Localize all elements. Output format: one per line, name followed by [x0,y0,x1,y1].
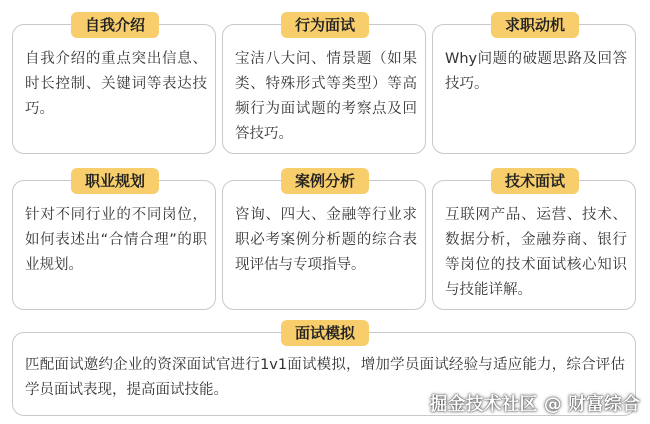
card-title-case: 案例分析 [281,168,369,194]
card-title-behavior: 行为面试 [281,12,369,38]
card-title-technical: 技术面试 [491,168,579,194]
card-body-self-intro: 自我介绍的重点突出信息、时长控制、关键词等表达技巧。 [25,51,207,117]
card-title-motivation: 求职动机 [491,12,579,38]
card-technical [432,172,636,310]
watermark: 掘金技术社区 @ 财富综合 [429,394,640,415]
card-body-career: 针对不同行业的不同岗位，如何表述出“合情合理”的职业规划。 [25,207,207,273]
card-body-case: 咨询、四大、金融等行业求职必考案例分析题的综合表现评估与专项指导。 [235,207,417,273]
card-motivation [432,16,636,154]
card-body-technical: 互联网产品、运营、技术、数据分析，金融券商、银行等岗位的技术面试核心知识与技能详解。 [445,207,627,298]
card-self-intro [12,16,216,154]
card-body-mock: 匹配面试邀约企业的资深面试官进行1v1面试模拟，增加学员面试经验与适应能力，综合评估学员面试表现，提高面试技能。 [25,357,625,398]
card-case [222,172,426,310]
card-title-career: 职业规划 [71,168,159,194]
card-body-motivation: Why问题的破题思路及回答技巧。 [445,51,627,92]
card-title-mock: 面试模拟 [281,320,369,346]
card-career [12,172,216,310]
card-behavior [222,16,426,154]
card-title-self-intro: 自我介绍 [71,12,159,38]
card-body-behavior: 宝洁八大问、情景题（如果类、特殊形式等类型）等高频行为面试题的考察点及回答技巧。 [235,51,417,142]
